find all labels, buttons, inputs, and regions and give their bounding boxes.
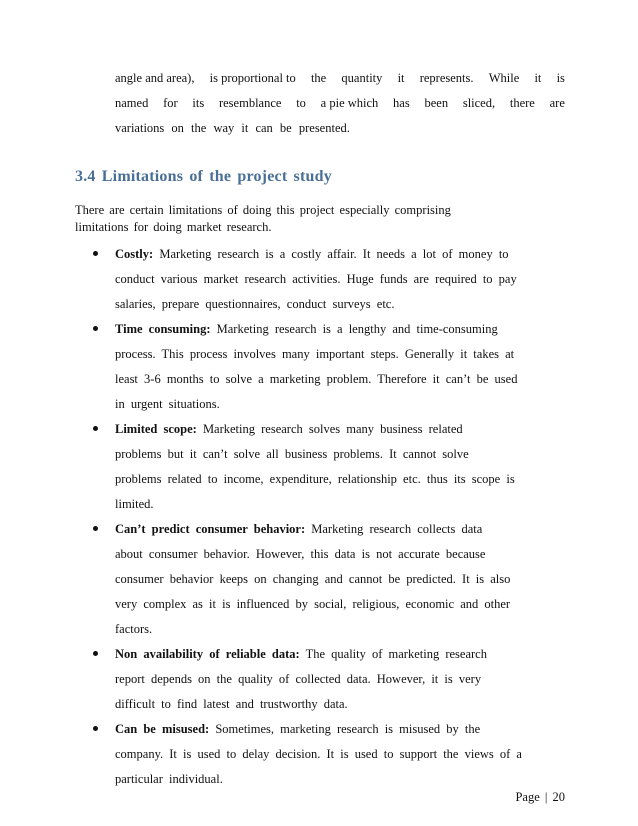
intro-word: it <box>534 71 542 85</box>
list-item-line: process. This process involves many important steps. Generally it takes at <box>115 347 515 361</box>
intro-word: there <box>509 96 535 110</box>
list-item-line: consumer behavior keeps on changing and cannot be predicted. It is also <box>115 572 511 586</box>
bullet-icon <box>93 651 98 656</box>
intro-word: resemblance <box>218 96 282 110</box>
intro-word: are <box>549 96 565 110</box>
list-item-first-line <box>115 642 573 667</box>
intro-word: to <box>296 96 306 110</box>
list-item-line: problems related to income, expenditure, relationship etc. thus its scope is <box>115 472 515 486</box>
intro-word: is proportional to <box>209 71 296 85</box>
bullet-icon <box>93 426 98 431</box>
list-item-line: difficult to find latest and trustworthy data. <box>115 697 348 711</box>
list-item-title: Time consuming: <box>115 322 211 336</box>
list-item-first-line <box>115 317 573 342</box>
intro-word: represents. <box>419 71 474 85</box>
section-heading: 3.4 Limitations of the project study <box>75 168 332 185</box>
intro-word: is <box>556 71 565 85</box>
list-item-first-line <box>115 417 573 442</box>
list-item <box>93 417 573 517</box>
bullet-icon <box>93 251 98 256</box>
intro-word: its <box>192 96 205 110</box>
section-paragraph <box>75 202 545 236</box>
list-item-text: Sometimes, marketing research is misused by the <box>215 722 481 736</box>
list-item-line: problems but it can’t solve all business problems. It cannot solve <box>115 447 469 461</box>
intro-paragraph <box>115 66 565 141</box>
intro-word: the <box>310 71 327 85</box>
list-item <box>93 317 573 417</box>
intro-word: angle and area), <box>115 71 195 85</box>
bullet-icon <box>93 326 98 331</box>
list-item <box>93 242 573 317</box>
paragraph-line: limitations for doing market research. <box>75 220 272 234</box>
list-item-text: The quality of marketing research <box>305 647 487 661</box>
paragraph-line: There are certain limitations of doing this project especially comprising <box>75 203 451 217</box>
intro-word: has <box>393 96 410 110</box>
list-item-first-line <box>115 517 573 542</box>
intro-line: variations on the way it can be presented. <box>115 121 350 135</box>
list-item-title: Limited scope: <box>115 422 197 436</box>
intro-word: for <box>163 96 178 110</box>
list-item-first-line <box>115 242 573 267</box>
list-item-text: Marketing research collects data <box>311 522 483 536</box>
list-item-line: report depends on the quality of collected data. However, it is very <box>115 672 482 686</box>
list-item-title: Can be misused: <box>115 722 210 736</box>
list-item-line: company. It is used to delay decision. It is used to support the views of a <box>115 747 522 761</box>
list-item-line: in urgent situations. <box>115 397 220 411</box>
list-item-text: Marketing research solves many business related <box>202 422 463 436</box>
list-item-text: Marketing research is a costly affair. It needs a lot of money to <box>159 247 509 261</box>
list-item-title: Costly: <box>115 247 154 261</box>
page-number: Page | 20 <box>515 790 565 804</box>
list-item-title: Can’t predict consumer behavior: <box>115 522 306 536</box>
intro-word: been <box>424 96 449 110</box>
list-item-line: limited. <box>115 497 154 511</box>
intro-line <box>115 66 565 91</box>
intro-line <box>115 91 565 116</box>
list-item-line: conduct various market research activities. Huge funds are required to pay <box>115 272 517 286</box>
intro-word: quantity <box>341 71 383 85</box>
list-item-line: factors. <box>115 622 153 636</box>
list-item <box>93 717 573 792</box>
bullet-icon <box>93 526 98 531</box>
list-item-text: Marketing research is a lengthy and time-consuming <box>216 322 498 336</box>
intro-word: sliced, <box>462 96 496 110</box>
list-item <box>93 642 573 717</box>
list-item-line: particular individual. <box>115 772 223 786</box>
list-item-line: very complex as it is influenced by social, religious, economic and other <box>115 597 511 611</box>
list-item-line: salaries, prepare questionnaires, conduct surveys etc. <box>115 297 395 311</box>
list-item-title: Non availability of reliable data: <box>115 647 300 661</box>
bullet-icon <box>93 726 98 731</box>
intro-word: named <box>115 96 149 110</box>
intro-word: While <box>488 71 520 85</box>
list-item-line: least 3-6 months to solve a marketing problem. Therefore it can’t be used <box>115 372 518 386</box>
intro-word: it <box>397 71 405 85</box>
list-item-line: about consumer behavior. However, this data is not accurate because <box>115 547 486 561</box>
intro-word: a pie which <box>320 96 379 110</box>
list-item <box>93 517 573 642</box>
list-item-first-line <box>115 717 573 742</box>
limitations-list <box>93 242 573 792</box>
